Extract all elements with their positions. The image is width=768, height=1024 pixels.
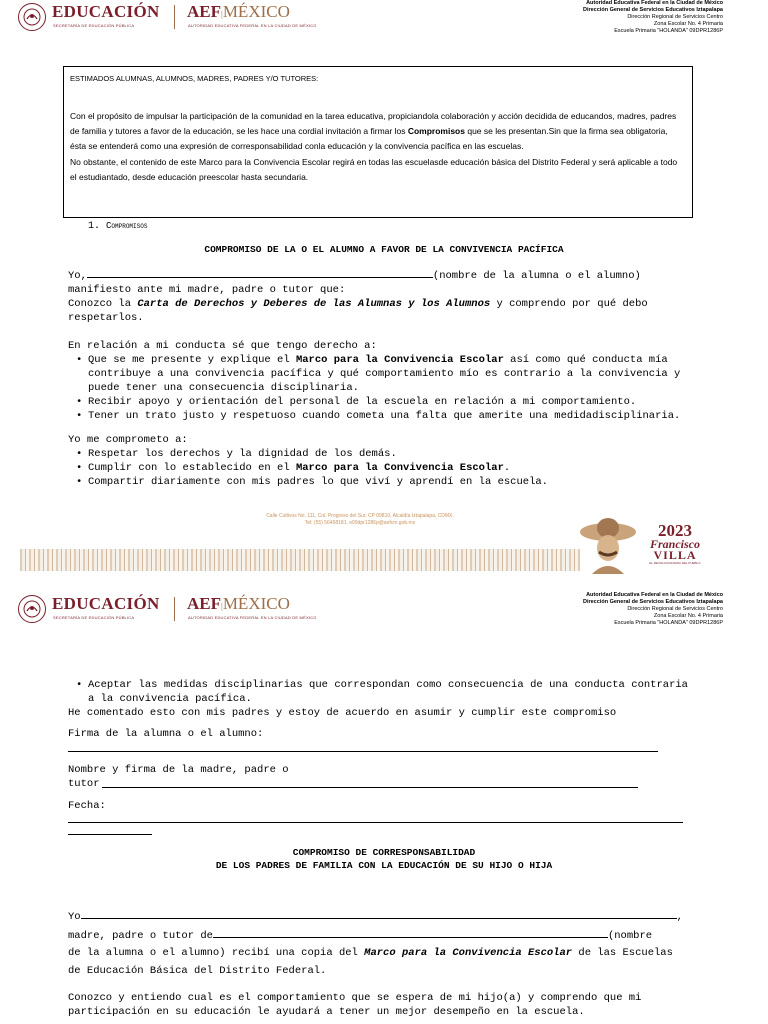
firma-alumno-line xyxy=(68,751,658,752)
edu-logo-subtitle: SECRETARÍA DE EDUCACIÓN PÚBLICA xyxy=(53,23,135,28)
logo-divider xyxy=(174,5,175,29)
header-institution-info: Autoridad Educativa Federal en la Ciudad de México Dirección General de Servicios Educativos Iztapalapa Dirección Regional de Servicios Centro Zona Escolar No. 4 Primaria Escuela Primaria "HOLANDA" 09DPR1286P xyxy=(582,0,723,34)
nombre-tutor-line xyxy=(102,787,638,788)
comentado-text: He comentado esto con mis padres y estoy de acuerdo en asumir y cumplir este compromiso xyxy=(68,707,617,719)
edu-logo-title: EDUCACIÓN xyxy=(52,594,160,613)
derecho-item: • Que se me presente y explique el Marco para la Convivencia Escolar así como qué conducta mía contribuye a una convivencia pacífica y qué comportamiento mío es contrario a la convivencia y puede tener una consecuencia disciplinaria. xyxy=(68,353,698,395)
villa-2023-logo: 2023 Francisco VILLA EL REVOLUCIONARIO DEL PUEBLO xyxy=(649,521,701,565)
compromiso-item: • Cumplir con lo establecido en el Marco para la Convivencia Escolar. xyxy=(68,461,698,475)
header-logos xyxy=(18,2,318,32)
conozco-text: Conozco la Carta de Derechos y Deberes de las Alumnas y los Alumnos y comprendo por qué debo respetarlos. xyxy=(68,298,648,324)
intro-paragraph-1: Con el propósito de impulsar la participación de la comunidad en la tarea educativa, propiciandola colaboración y acción decidida de educandos, madres, padres de familia y tutores a favor de la educación, se les hace una cordial invitación a firmar los Compromisos que se les presentan.Sin que la firma sea obligatoria, ésta se entenderá como una expresión de corresponsabilidad conla educación y la convivencia pacífica en las escuelas. xyxy=(70,111,677,151)
aef-logo-title: AEF|MÉXICO xyxy=(187,594,290,613)
student-commitment-body xyxy=(68,267,698,489)
madre-line: madre, padre o tutor de (nombre xyxy=(68,927,688,946)
yo-line: Yo, (nombre de la alumna o el alumno) xyxy=(68,267,698,283)
aef-logo-title: AEF|MÉXICO xyxy=(187,2,290,21)
logo-divider xyxy=(174,597,175,621)
intro-paragraph-2: No obstante, el contenido de este Marco para la Convivencia Escolar regirá en todas las escuelasde educación básica del Distrito Federal y será aplicable a todo el estudiantado, desde educación preescolar hasta secundaria. xyxy=(70,157,678,182)
intro-salutation: ESTIMADOS ALUMNAS, ALUMNOS, MADRES, PADRES Y/O TUTORES: xyxy=(70,74,319,83)
section-heading: 1. Compromisos xyxy=(88,221,148,232)
section-title: COMPROMISO DE LA O EL ALUMNO A FAVOR DE LA CONVIVENCIA PACÍFICA xyxy=(204,244,564,255)
aef-logo-subtitle: AUTORIDAD EDUCATIVA FEDERAL EN LA CIUDAD DE MÉXICO xyxy=(188,615,317,620)
fecha-label: Fecha: xyxy=(68,800,106,812)
manifiesto-text: manifiesto ante mi madre, padre o tutor que: xyxy=(68,284,346,296)
nombre-tutor-label: Nombre y firma de la madre, padre o tutor xyxy=(68,764,289,790)
mexico-emblem-icon xyxy=(18,3,46,31)
mexico-emblem-icon xyxy=(18,595,46,623)
section2-title: COMPROMISO DE CORRESPONSABILIDAD DE LOS PADRES DE FAMILIA CON LA EDUCACIÓN DE SU HIJO O HIJA xyxy=(215,847,553,871)
compromiso-item: • Respetar los derechos y la dignidad de los demás. xyxy=(68,447,698,461)
conozco2-text: Conozco y entiendo cual es el comportamiento que se espera de mi hijo(a) y comprendo que mi participación en su educación le ayudará a tener un mejor desempeño en la escuela. xyxy=(68,992,642,1018)
fecha-line-short xyxy=(68,834,152,835)
decorative-band xyxy=(20,549,580,571)
firma-alumno-label: Firma de la alumna o el alumno: xyxy=(68,728,264,740)
villa-portrait-icon xyxy=(578,514,638,574)
edu-logo-subtitle: SECRETARÍA DE EDUCACIÓN PÚBLICA xyxy=(53,615,135,620)
compromiso-item: • Aceptar las medidas disciplinarias que correspondan como consecuencia de una conducta contraria a la convivencia pacífica. xyxy=(68,678,688,706)
parents-commitment-body xyxy=(68,908,688,980)
header-institution-info-page2: Autoridad Educativa Federal en la Ciudad de México Dirección General de Servicios Educativos Iztapalapa Dirección Regional de Servicios Centro Zona Escolar No. 4 Primaria Escuela Primaria "HOLANDA" 09DPR1286P xyxy=(582,592,723,626)
aef-logo-subtitle: AUTORIDAD EDUCATIVA FEDERAL EN LA CIUDAD DE MÉXICO xyxy=(188,23,317,28)
edu-logo-title: EDUCACIÓN xyxy=(52,2,160,21)
intro-box xyxy=(63,66,693,218)
yo2-line: Yo , xyxy=(68,908,688,927)
footer-address: Calle Cultivos No. 111, Col. Progreso del Sur, CP 09810, Alcaldía Iztapalapa, CDMX. Tel: (55) 56468181, e09dpr1286p@aefcm.gob.mx xyxy=(266,513,454,526)
compromiso-item: • Compartir diariamente con mis padres lo que viví y aprendí en la escuela. xyxy=(68,475,698,489)
educacion-line: de Educación Básica del Distrito Federal. xyxy=(68,964,327,977)
header-logos-page2 xyxy=(18,594,318,624)
derecho-item: • Recibir apoyo y orientación del personal de la escuela en relación a mi comportamiento. xyxy=(68,395,698,409)
compromiso-intro: Yo me comprometo a: xyxy=(68,434,188,446)
page2-body xyxy=(68,678,688,720)
derecho-intro: En relación a mi conducta sé que tengo derecho a: xyxy=(68,340,377,352)
alumna-line: de la alumna o el alumno) recibí una copia del Marco para la Convivencia Escolar de las Escuelas xyxy=(68,947,673,959)
fecha-line xyxy=(68,822,683,823)
derecho-item: • Tener un trato justo y respetuoso cuando cometa una falta que amerite una medidadisciplinaria. xyxy=(68,409,698,423)
